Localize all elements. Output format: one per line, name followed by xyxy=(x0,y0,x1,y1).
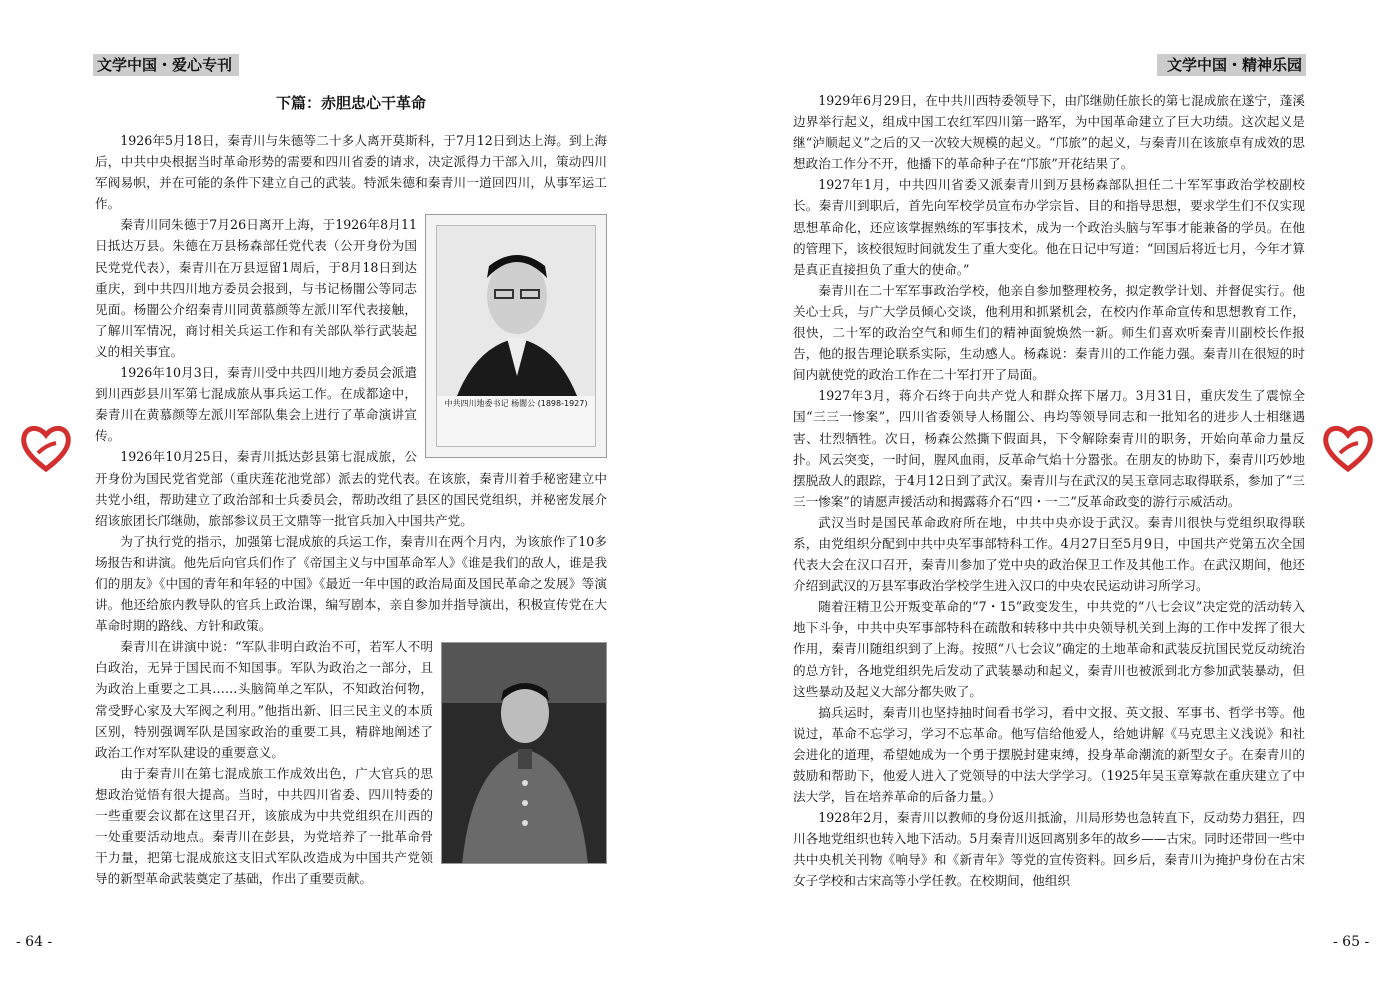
header-right: 文学中国・精神乐园 xyxy=(1157,54,1306,76)
paragraph: 秦青川在讲演中说：“军队非明白政治不可，若军人不明白政治，无异于国民而不知国事。军队为政治之一部分，且为政治上重要之工具……头脑简单之军队，不知政治何物，常受野心家及大军阀之利用。”他指出新、旧三民主义的本质区别，特别强调军队是国家政治的重要工具，精辟地阐述了政治工作对军队建设的重要意义。 xyxy=(95,639,433,760)
paragraph: 1926年5月18日，秦青川与朱德等二十多人离开莫斯科，于7月12日到达上海。到上海后，中共中央根据当时革命形势的需要和四川省委的请求，决定派得力干部入川，策动四川军阀易帜，并在可能的条件下建立自己的武装。特派朱德和秦青川一道回四川，从事军运工作。 xyxy=(95,133,607,212)
paragraph: 武汉当时是国民革命政府所在地，中共中央亦设于武汉。秦青川很快与党组织取得联系，由党组织分配到中共中央军事部特科工作。4月27日至5月9日，中国共产党第五次全国代表大会在汉口召开，秦青川参加了党中央的政治保卫工作及其他工作。在武汉期间，他还介绍到武汉的万县军事政治学校学生进入汉口的中央农民运动讲习所学习。 xyxy=(793,514,1305,594)
header-left: 文学中国・爱心专刊 xyxy=(93,54,239,76)
paragraph: 1928年2月，秦青川以教师的身份返川抵渝，川局形势也急转直下，反动势力猖狂，四川各地党组织也转入地下活动。5月秦青川返回离别多年的故乡——古宋。同时还带回一些中共中央机关刊物《响导》和《新青年》等党的宣传资料。回乡后，秦青川为掩护身份在古宋女子学校和古宋高等小学任教。在校期间，他组织 xyxy=(793,810,1305,889)
heart-hand-icon xyxy=(1322,423,1374,473)
page-number-right: - 65 - xyxy=(1333,934,1370,950)
paragraph: 搞兵运时，秦青川也坚持抽时间看书学习，看中文报、英文报、军事书、哲学书等。他说过，革命不忘学习，学习不忘革命。他写信给他爱人，给她讲解《马克思主义浅说》和社会进化的道理，希望她成为一个勇于摆脱封建束缚，投身革命潮流的新型女子。在秦青川的鼓励和帮助下，他爱人进入了党领导的中法大学学习。（1925年吴玉章筹款在重庆建立了中法大学，旨在培养革命的后备力量。） xyxy=(793,704,1305,805)
right-column xyxy=(793,90,1305,892)
paragraph: 1927年3月，蒋介石终于向共产党人和群众挥下屠刀。3月31日，重庆发生了震惊全国“三三一惨案”，四川省委领导人杨闇公、冉均等领导同志和一批知名的进步人士相继遇害、壮烈牺牲。次日，杨森公然撕下假面具，下令解除秦青川的职务，开始向革命力量反扑。风云突变，一时间，腥风血雨，反革命气焰十分嚣张。在朋友的协助下，秦青川巧妙地摆脱敌人的跟踪，于4月12日到了武汉。秦青川与在武汉的吴玉章同志取得联系，参加了“三三一惨案”的请愿声援活动和揭露蒋介石“四・一二”反革命政变的游行示威活动。 xyxy=(793,388,1305,509)
paragraph: 由于秦青川在第七混成旅工作成效出色，广大官兵的思想政治觉悟有很大提高。当时，中共四川省委、四川特委的一些重要会议都在这里召开，该旅成为中共党组织在川西的一处重要活动地点。秦青川在彭县，为党培养了一批革命骨干力量，把第七混成旅这支旧式军队改造成为中国共产党领导的新型革命武装奠定了基础，作出了重要贡献。 xyxy=(95,765,433,887)
left-column xyxy=(95,130,607,889)
paragraph: 为了执行党的指示，加强第七混成旅的兵运工作，秦青川在两个月内，为该旅作了10多场报告和讲演。他先后向官兵们作了《帝国主义与中国革命军人》《谁是我们的敌人，谁是我们的朋友》《中国的青年和年轻的中国》《最近一年中国的政治局面及国民革命之发展》等演讲。他还给旅内教导队的官兵上政治课，编写剧本，亲自参加并指导演出，积极宣传党在大革命时期的路线、方针和政策。 xyxy=(95,533,607,634)
article-title: 下篇：赤胆忠心干革命 xyxy=(275,94,426,112)
paragraph: 秦青川同朱德于7月26日离开上海，于1926年8月11日抵达万县。朱德在万县杨森部任党代表（公开身份为国民党党代表），秦青川在万县逗留1周后，于8月18日到达重庆，到中共四川地方委员会报到，与书记杨闇公等同志见面。杨闇公介绍秦青川同黄慕颜等左派川军代表接触，了解川军情况，商讨相关兵运工作和有关部队举行武装起义的相关事宜。 xyxy=(95,217,417,359)
paragraph: 1926年10月25日，秦青川抵达彭县第七混成旅，公开身份为国民党省党部（重庆莲花池党部）派去的党代表。在该旅，秦青川着手秘密建立中共党小组，帮助建立了政治部和士兵委员会，帮助改组了县区的国民党组织，并秘密发展介绍该旅团长邝继勋，旅部参议员王文鼎等一批官兵加入中国共产党。 xyxy=(95,449,607,528)
photo-caption: 中共四川地委书记 杨闇公 (1898-1927) xyxy=(444,399,588,409)
military-portrait-photo xyxy=(441,642,607,864)
page-number-left: - 64 - xyxy=(16,934,53,950)
portrait-figure xyxy=(437,226,596,447)
paragraph: 秦青川在二十军军事政治学校，他亲自参加整理校务，拟定教学计划、并督促实行。他关心士兵，与广大学员倾心交谈，他利用和抓紧机会，在校内作革命宣传和思想教育工作，很快，二十军的政治空气和师生们的精神面貌焕然一新。师生们喜欢听秦青川副校长作报告，他的报告理论联系实际，生动感人。杨森说：秦青川的工作能力强。秦青川在很短的时间内就使党的政治工作在二十军打开了局面。 xyxy=(793,282,1305,383)
soldier-figure xyxy=(442,643,607,864)
portrait-photo xyxy=(425,214,607,458)
paragraph: 1929年6月29日，在中共川西特委领导下，由邝继勋任旅长的第七混成旅在遂宁，蓬溪边界举行起义，组成中国工农红军四川第一路军，为中国革命建立了巨大功绩。这次起义是继“泸顺起义”之后的又一次较大规模的起义。“邝旅”的起义，与秦青川在该旅卓有成效的思想政治工作分不开，他播下的革命种子在“邝旅”开花结果了。 xyxy=(793,93,1305,172)
paragraph: 1926年10月3日，秦青川受中共四川地方委员会派遣到川西彭县川军第七混成旅从事兵运工作。在成都途中，秦青川在黄慕颜等左派川军部队集会上进行了革命演讲宣传。 xyxy=(95,365,417,444)
paragraph: 1927年1月，中共四川省委又派秦青川到万县杨森部队担任二十军军事政治学校副校长。秦青川到职后，首先向军校学员宣布办学宗旨、目的和指导思想，要求学生们不仅实现思想革命化，还应该掌握熟练的军事技术，成为一个政治头脑与军事才能兼备的学员。在他的管理下，该校很短时间就发生了重大变化。他在日记中写道：“回国后将近七月，今年才算是真正直接担负了重大的使命。” xyxy=(793,177,1305,277)
paragraph: 随着汪精卫公开叛变革命的“7・15”政变发生，中共党的“八七会议”决定党的活动转入地下斗争，中共中央军事部特科在疏散和转移中共中央领导机关到上海的工作中发挥了很大作用，秦青川随组织到了上海。按照“八七会议”确定的土地革命和武装反抗国民党反动统治的总方针，各地党组织先后发动了武装暴动和起义，秦青川也被派到北方参加武装暴动，但这些暴动及起义大部分都失败了。 xyxy=(793,599,1305,699)
heart-hand-icon xyxy=(20,423,72,473)
